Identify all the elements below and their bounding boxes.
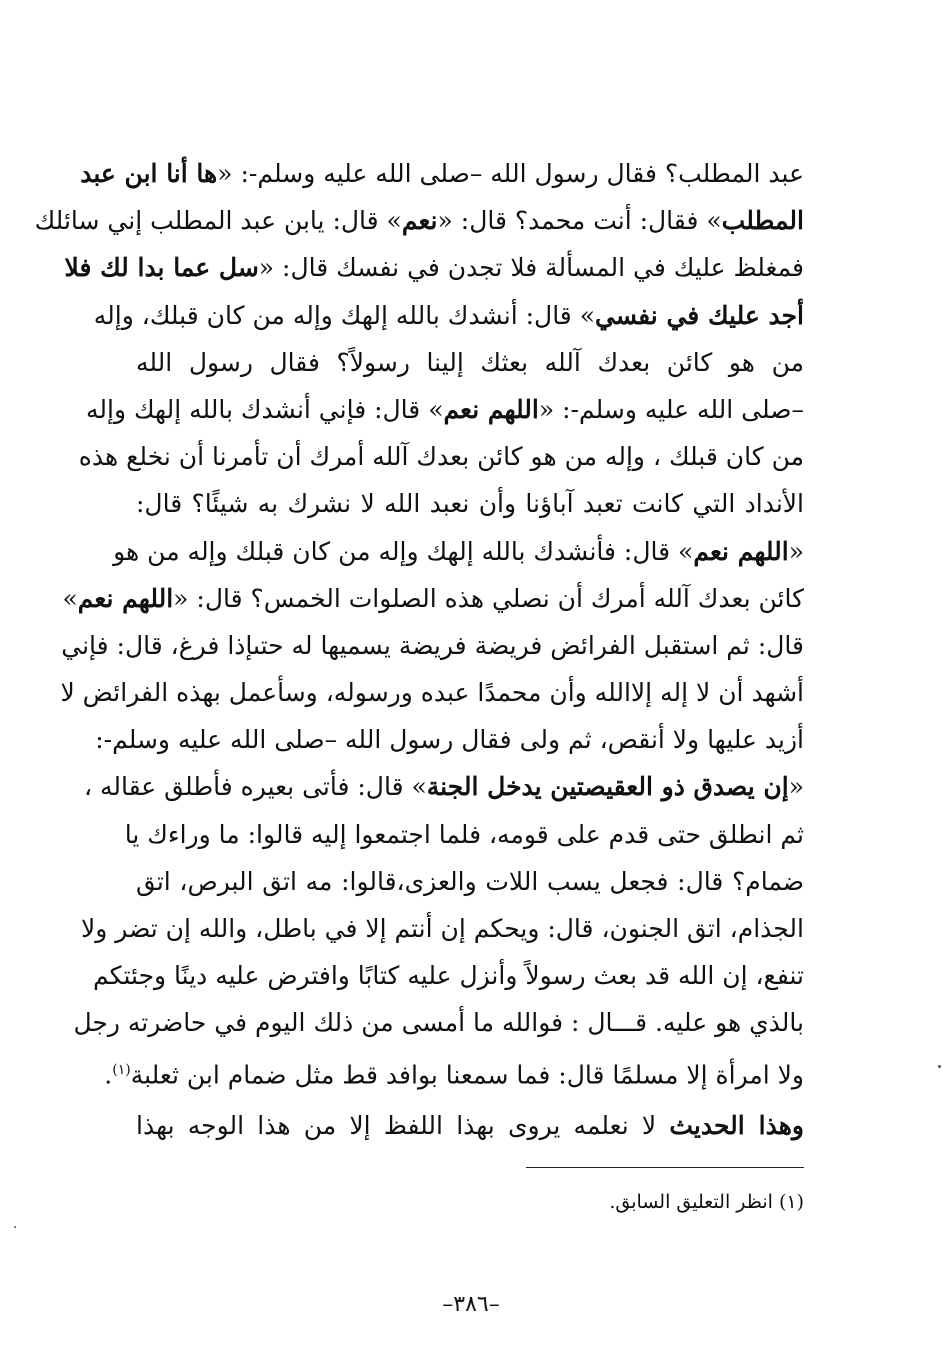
footnote-marker: (١) [112, 1061, 131, 1078]
bold-quote: سل عما بدا لك فلا [64, 253, 259, 283]
text-line [136, 339, 804, 386]
text-segment: –صلى الله عليه وسلم-: « [538, 394, 804, 424]
text-line [136, 480, 804, 527]
text-line [60, 669, 804, 716]
text-line [93, 292, 804, 339]
text-line [95, 716, 804, 763]
main-text [34, 150, 804, 1149]
text-segment: « [788, 536, 804, 566]
text-line [78, 433, 804, 480]
text-segment: » فقال: أنت محمد؟ قال: « [437, 206, 722, 236]
text-segment: » قال: فإني أنشدك بالله إلهك وإله [86, 394, 444, 424]
bold-quote: اللهم نعم [443, 394, 539, 424]
text-segment: لا نعلمه يروى بهذا اللفظ إلا من هذا الوجه بهذا [136, 1110, 670, 1140]
text-segment: عبد المطلب؟ فقال رسول الله –صلى الله عليه وسلم-: « [217, 159, 804, 188]
text-segment: بالذي هو عليه. قـــال : فوالله ما أمسى من ذلك اليوم في حاضرته رجل [73, 1008, 804, 1038]
text-line [104, 1047, 804, 1094]
text-line [61, 622, 804, 669]
bold-quote: ها أنا ابن عبد [80, 159, 218, 188]
text-line [62, 575, 804, 622]
footnote-divider [526, 1167, 804, 1168]
text-line [113, 528, 804, 575]
text-line [124, 811, 804, 858]
text-segment: ضمام؟ قال: فجعل يسب اللات والعزى،قالوا: مه اتق البرص، اتق [136, 866, 804, 896]
text-line [136, 858, 804, 905]
text-segment: الجذام، اتق الجنون، قال: ويحكم إن أنتم إلا في باطل، والله إن تضر ولا [81, 914, 804, 943]
text-segment: قال: ثم استقبل الفرائض فريضة فريضة يسميها له حتىإذا فرغ، قال: فإني [61, 630, 804, 660]
text-line [81, 905, 804, 952]
footnote: (١) انظر التعليق السابق. [609, 1191, 804, 1213]
text-segment: « [788, 772, 804, 802]
bold-quote: نعم [401, 206, 438, 236]
text-segment: الأنداد التي كانت تعبد آباؤنا وأن نعبد الله لا نشرك به شيئًا؟ قال: [136, 489, 804, 519]
text-line [34, 197, 804, 244]
text-segment: كائن بعدك آلله أمرك أن نصلي هذه الصلوات الخمس؟ قال: « [173, 583, 804, 613]
text-segment: من كان قبلك ، وإله من هو كائن بعدك آلله أمرك أن تأمرنا أن نخلع هذه [78, 442, 804, 472]
text-segment: من هو كائن بعدك آلله بعثك إلينا رسولاً؟ فقال رسول الله [136, 347, 804, 377]
text-segment: تنفع، إن الله قد بعث رسولاً وأنزل عليه كتابًا وافترض عليه دينًا وجئتكم [93, 961, 804, 991]
scan-speck [14, 1226, 16, 1228]
bold-quote: اللهم نعم [693, 536, 789, 566]
bold-quote: المطلب [721, 206, 804, 236]
text-line [83, 763, 804, 810]
text-segment: . [104, 1059, 113, 1089]
text-segment: » [62, 583, 78, 613]
text-segment: ولا امرأة إلا مسلمًا قال: فما سمعنا بوافد قط مثل ضمام ابن ثعلبة [130, 1059, 804, 1089]
bold-quote: اللهم نعم [77, 583, 174, 613]
text-segment: » قال: يابن عبد المطلب إني سائلك [34, 206, 402, 236]
text-line [73, 999, 804, 1046]
text-line [80, 150, 804, 197]
scan-speck [938, 1065, 941, 1068]
text-segment: أشهد أن لا إله إلاالله وأن محمدًا عبده ورسوله، وسأعمل بهذه الفرائض لا [60, 678, 804, 708]
page-number: –٣٨٦– [442, 1292, 500, 1317]
text-line [93, 952, 804, 999]
text-segment: أزيد عليها ولا أنقص، ثم ولى فقال رسول الله –صلى الله عليه وسلم-: [95, 725, 804, 755]
text-line [64, 244, 804, 291]
bold-quote: إن يصدق ذو العقيصتين يدخل الجنة [426, 772, 789, 802]
text-line [86, 386, 804, 433]
text-segment: ثم انطلق حتى قدم على قومه، فلما اجتمعوا إليه قالوا: ما وراءك يا [124, 819, 804, 849]
text-segment: » قال: فأنشدك بالله إلهك وإله من كان قبلك وإله من هو [113, 536, 694, 566]
text-segment: » قال: أنشدك بالله إلهك وإله من كان قبلك، وإله [93, 300, 596, 330]
text-line [136, 1102, 804, 1149]
bold-quote: أجد عليك في نفسي [595, 300, 804, 330]
text-segment: فمغلظ عليك في المسألة فلا تجدن في نفسك قال: « [258, 253, 804, 283]
text-segment: » قال: فأتى بعيره فأطلق عقاله ، [83, 772, 427, 802]
bold-quote: وهذا الحديث [669, 1110, 804, 1140]
